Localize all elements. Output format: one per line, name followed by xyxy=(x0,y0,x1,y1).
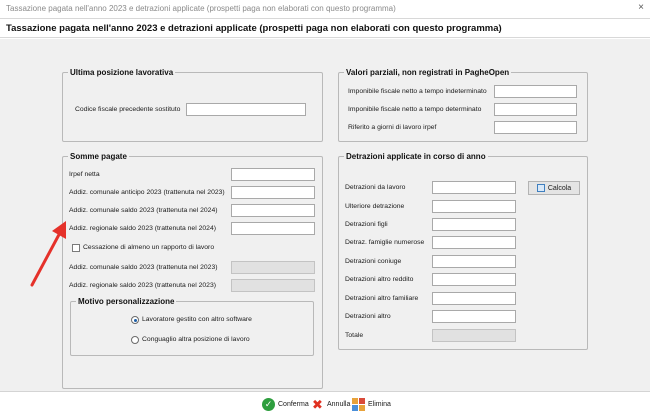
detrazioni-coniuge-label: Detrazioni coniuge xyxy=(345,258,402,265)
cessazione-label[interactable]: Cessazione di almeno un rapporto di lavoro xyxy=(83,244,215,251)
radio-conguaglio-altra-posizione[interactable] xyxy=(131,336,139,344)
elimina-label: Elimina xyxy=(368,400,391,408)
irpef-netta-label: Irpef netta xyxy=(69,171,100,178)
cessazione-checkbox[interactable] xyxy=(72,244,80,252)
detrazioni-altro-reddito-label: Detrazioni altro reddito xyxy=(345,276,414,283)
riferito-giorni-label: Riferito a giorni di lavoro irpef xyxy=(348,124,437,131)
somme-pagate-legend: Somme pagate xyxy=(70,152,127,161)
totale-label: Totale xyxy=(345,332,364,339)
check-icon: ✓ xyxy=(262,398,275,411)
addiz-comunale-saldo-2024-label: Addiz. comunale saldo 2023 (trattenuta nel 2024) xyxy=(69,207,218,214)
annulla-button[interactable] xyxy=(311,397,350,411)
valori-parziali-legend: Valori parziali, non registrati in PagheOpen xyxy=(346,68,510,77)
dialog-body xyxy=(0,39,650,391)
addiz-regionale-saldo-2023-input xyxy=(231,279,315,292)
addiz-regionale-saldo-2023-label: Addiz. regionale saldo 2023 (trattenuta nel 2023) xyxy=(69,282,216,289)
window-title: Tassazione pagata nell'anno 2023 e detrazioni applicate (prospetti paga non elaborati con questo programma) xyxy=(6,4,396,13)
addiz-comunale-saldo-2024-input[interactable] xyxy=(231,204,315,217)
addiz-regionale-saldo-2024-label: Addiz. regionale saldo 2023 (trattenuta nel 2024) xyxy=(69,225,216,232)
detrazioni-altro-familiare-input[interactable] xyxy=(432,292,516,305)
imponibile-indeterminato-input[interactable] xyxy=(494,85,577,98)
elimina-button[interactable] xyxy=(352,397,391,411)
dialog-footer xyxy=(0,391,650,415)
famiglie-numerose-input[interactable] xyxy=(432,236,516,249)
delete-grid-icon xyxy=(352,398,365,411)
addiz-regionale-saldo-2024-input[interactable] xyxy=(231,222,315,235)
ulteriore-detrazione-label: Ulteriore detrazione xyxy=(345,203,405,210)
valori-parziali-group xyxy=(338,68,588,142)
imponibile-indeterminato-label: Imponibile fiscale netto a tempo indeterminato xyxy=(348,88,487,95)
annotation-arrow-icon xyxy=(30,219,70,289)
detrazioni-coniuge-input[interactable] xyxy=(432,255,516,268)
conferma-button[interactable] xyxy=(262,397,309,411)
addiz-comunale-saldo-2023-input xyxy=(231,261,315,274)
dialog-header xyxy=(0,18,650,38)
addiz-comunale-anticipo-label: Addiz. comunale anticipo 2023 (trattenuta nel 2023) xyxy=(69,189,225,196)
window-titlebar xyxy=(0,0,650,18)
detrazioni-legend: Detrazioni applicate in corso di anno xyxy=(346,152,486,161)
calcola-label: Calcola xyxy=(547,184,572,192)
detrazioni-lavoro-input[interactable] xyxy=(432,181,516,194)
detrazioni-altro-reddito-input[interactable] xyxy=(432,273,516,286)
addiz-comunale-anticipo-input[interactable] xyxy=(231,186,315,199)
lavoratore-altro-software-label[interactable]: Lavoratore gestito con altro software xyxy=(142,316,252,323)
detrazioni-altro-label: Detrazioni altro xyxy=(345,313,391,320)
close-icon[interactable]: × xyxy=(638,2,644,13)
detrazioni-lavoro-label: Detrazioni da lavoro xyxy=(345,184,406,191)
detrazioni-figli-label: Detrazioni figli xyxy=(345,221,388,228)
irpef-netta-input[interactable] xyxy=(231,168,315,181)
ultima-posizione-legend: Ultima posizione lavorativa xyxy=(70,68,174,77)
calculator-icon xyxy=(537,184,545,192)
totale-value xyxy=(432,329,516,342)
codice-fiscale-label: Codice fiscale precedente sostituto xyxy=(75,106,181,113)
motivo-legend: Motivo personalizzazione xyxy=(78,297,175,306)
somme-pagate-group xyxy=(62,152,323,389)
addiz-comunale-saldo-2023-label: Addiz. comunale saldo 2023 (trattenuta nel 2023) xyxy=(69,264,218,271)
codice-fiscale-input[interactable] xyxy=(186,103,306,116)
famiglie-numerose-label: Detraz. famiglie numerose xyxy=(345,239,425,246)
conguaglio-altra-posizione-label[interactable]: Conguaglio altra posizione di lavoro xyxy=(142,336,250,343)
detrazioni-group xyxy=(338,152,588,350)
dialog-title: Tassazione pagata nell'anno 2023 e detrazioni applicate (prospetti paga non elaborati con questo programma) xyxy=(6,23,502,34)
imponibile-determinato-input[interactable] xyxy=(494,103,577,116)
detrazioni-figli-input[interactable] xyxy=(432,218,516,231)
detrazioni-altro-familiare-label: Detrazioni altro familiare xyxy=(345,295,419,302)
detrazioni-altro-input[interactable] xyxy=(432,310,516,323)
imponibile-determinato-label: Imponibile fiscale netto a tempo determinato xyxy=(348,106,482,113)
annulla-label: Annulla xyxy=(327,400,351,408)
calcola-button[interactable] xyxy=(528,181,580,195)
conferma-label: Conferma xyxy=(278,400,309,408)
ultima-posizione-group xyxy=(62,68,323,142)
riferito-giorni-input[interactable] xyxy=(494,121,577,134)
cancel-x-icon: ✖ xyxy=(312,396,323,412)
radio-lavoratore-altro-software[interactable] xyxy=(131,316,139,324)
motivo-group xyxy=(70,297,314,356)
ulteriore-detrazione-input[interactable] xyxy=(432,200,516,213)
